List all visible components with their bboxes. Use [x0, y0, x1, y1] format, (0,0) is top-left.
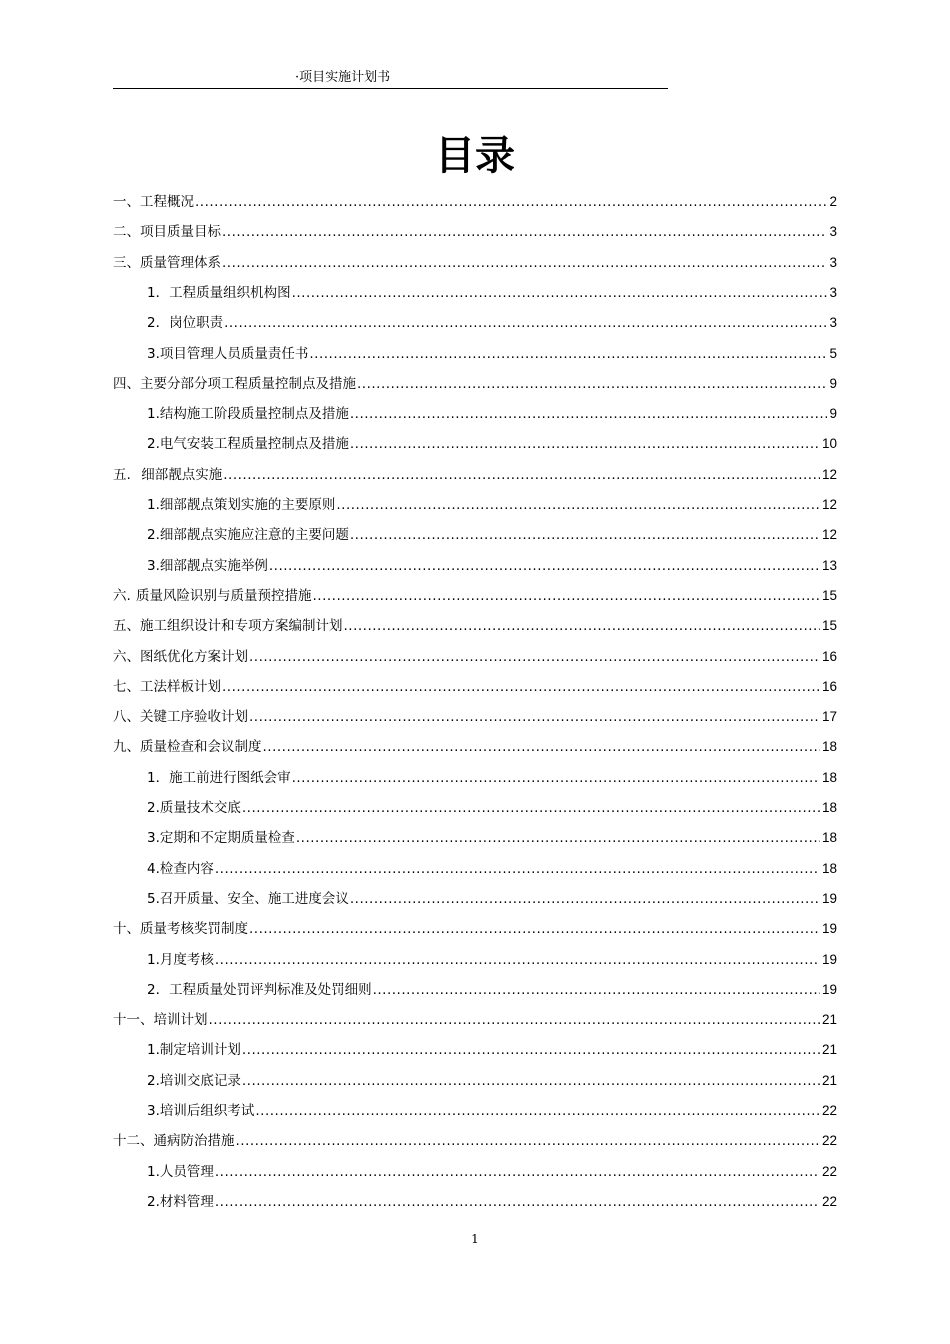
toc-entry[interactable]	[113, 1157, 837, 1187]
toc-entry-label: 工程概况	[140, 194, 194, 210]
toc-entry-number: 九、	[113, 739, 140, 756]
toc-entry-label: 3.项目管理人员质量责任书	[147, 345, 309, 362]
toc-entry[interactable]	[113, 187, 837, 217]
toc-entry-label: 1．工程质量组织机构图	[147, 284, 291, 301]
toc-entry-page: 3	[829, 254, 837, 270]
toc-dot-leader	[350, 884, 820, 914]
toc-dot-leader	[292, 763, 820, 793]
toc-entry-page: 10	[821, 436, 837, 452]
toc-entry-label: 1.细部靓点策划实施的主要原则	[147, 497, 336, 513]
toc-entry-page: 17	[821, 709, 837, 725]
toc-dot-leader	[242, 1035, 820, 1065]
toc-dot-leader	[350, 399, 828, 429]
toc-entry-label: 2.培训交底记录	[147, 1072, 241, 1089]
toc-dot-leader	[223, 460, 820, 490]
toc-dot-leader	[373, 975, 820, 1005]
toc-dot-leader	[236, 1126, 820, 1156]
toc-entry-label: 1.月度考核	[147, 951, 214, 968]
toc-dot-leader	[215, 945, 820, 975]
toc-entry-label: 2.质量技术交底	[147, 800, 241, 816]
toc-entry[interactable]	[113, 1096, 837, 1126]
toc-entry-number: 八、	[113, 709, 140, 726]
toc-entry-label: 4.检查内容	[147, 860, 214, 877]
toc-entry-page: 3	[829, 284, 837, 300]
toc-entry[interactable]	[113, 1066, 837, 1096]
toc-dot-leader	[249, 702, 820, 732]
toc-dot-leader	[215, 854, 820, 884]
toc-entry-page: 19	[821, 951, 837, 967]
toc-entry-number: 三、	[113, 254, 140, 271]
toc-entry[interactable]	[113, 460, 837, 490]
toc-entry-label: 3.定期和不定期质量检查	[147, 830, 295, 847]
toc-dot-leader	[255, 1096, 820, 1126]
toc-entry[interactable]	[113, 217, 837, 247]
toc-entry-number: 十、	[113, 921, 140, 938]
toc-dot-leader	[357, 369, 827, 399]
toc-entry-label: 2．工程质量处罚评判标准及处罚细则	[147, 981, 372, 998]
toc-entry-page: 15	[821, 587, 837, 603]
toc-entry-number: 一、	[113, 194, 140, 210]
toc-entry-page: 21	[821, 1042, 837, 1058]
toc-entry[interactable]	[113, 914, 837, 944]
toc-entry-label: 3.细部靓点实施举例	[147, 557, 268, 574]
toc-dot-leader	[292, 278, 828, 308]
toc-dot-leader	[336, 490, 820, 520]
toc-entry-page: 12	[821, 497, 837, 512]
toc-entry-label: 工法样板计划	[140, 678, 221, 695]
toc-entry[interactable]	[113, 1035, 837, 1065]
toc-entry-page: 15	[821, 618, 837, 634]
toc-dot-leader	[222, 217, 827, 247]
toc-entry[interactable]	[113, 884, 837, 914]
toc-entry-label: 2．岗位职责	[147, 315, 224, 332]
toc-entry[interactable]	[113, 339, 837, 369]
toc-entry[interactable]	[113, 429, 837, 459]
toc-entry-page: 5	[829, 345, 837, 361]
toc-entry-label: 图纸优化方案计划	[140, 648, 248, 665]
toc-entry-label: 3.培训后组织考试	[147, 1103, 255, 1119]
toc-entry[interactable]	[113, 975, 837, 1005]
toc-dot-leader	[344, 611, 820, 641]
toc-entry-page: 12	[821, 527, 837, 543]
toc-entry-page: 3	[829, 224, 837, 240]
toc-entry-number: 五.	[113, 466, 131, 483]
toc-entry-label: 2.细部靓点实施应注意的主要问题	[147, 527, 349, 544]
toc-dot-leader	[222, 248, 827, 278]
toc-entry[interactable]	[113, 854, 837, 884]
toc-dot-leader	[222, 672, 820, 702]
toc-dot-leader	[296, 823, 820, 853]
toc-entry[interactable]	[113, 490, 837, 520]
toc-entry-page: 18	[821, 830, 837, 846]
toc-entry-page: 22	[821, 1193, 837, 1209]
toc-entry-number: 十一、	[113, 1012, 154, 1029]
toc-dot-leader	[263, 732, 820, 762]
toc-dot-leader	[269, 551, 820, 581]
toc-entry[interactable]	[113, 1126, 837, 1156]
toc-dot-leader	[313, 581, 820, 611]
toc-entry-page: 19	[821, 981, 837, 997]
toc-entry-page: 3	[829, 315, 837, 331]
toc-entry-page: 21	[821, 1072, 837, 1088]
toc-entry-page: 18	[821, 739, 837, 755]
toc-dot-leader	[224, 308, 827, 338]
toc-title: 目录	[435, 133, 515, 179]
toc-entry-page: 21	[821, 1012, 837, 1028]
toc-entry-page: 9	[829, 406, 837, 422]
toc-entry[interactable]	[113, 520, 837, 550]
toc-dot-leader	[249, 914, 820, 944]
toc-entry-label: 主要分部分项工程质量控制点及措施	[140, 375, 356, 392]
toc-entry-label: 2.材料管理	[147, 1193, 214, 1210]
toc-entry[interactable]	[113, 1005, 837, 1035]
toc-entry-label: 质量管理体系	[140, 254, 221, 271]
toc-dot-leader	[249, 642, 820, 672]
toc-entry-number: 十二、	[113, 1133, 154, 1150]
toc-entry[interactable]	[113, 793, 837, 823]
toc-entry[interactable]	[113, 369, 837, 399]
toc-dot-leader	[209, 1005, 820, 1035]
toc-entry[interactable]	[113, 248, 837, 278]
toc-entry-number: 二、	[113, 224, 140, 241]
toc-entry-label: 1.结构施工阶段质量控制点及措施	[147, 406, 349, 423]
toc-entry-label: 质量考核奖罚制度	[140, 921, 248, 938]
toc-entry-page: 22	[821, 1163, 837, 1179]
toc-dot-leader	[215, 1187, 820, 1217]
header-title: ·项目实施计划书	[295, 70, 391, 85]
toc-entry-number: 六、	[113, 648, 140, 665]
toc-entry[interactable]	[113, 642, 837, 672]
toc-entry-page: 18	[821, 769, 837, 785]
toc-entry-page: 18	[821, 800, 837, 815]
toc-entry-label: 质量检查和会议制度	[140, 739, 262, 756]
toc-entry-label: 细部靓点实施	[141, 466, 223, 483]
toc-entry-page: 19	[821, 921, 837, 937]
toc-entry[interactable]	[113, 399, 837, 429]
toc-entry-label: 1．施工前进行图纸会审	[147, 769, 291, 786]
toc-entry[interactable]	[113, 1187, 837, 1217]
toc-entry-label: 关键工序验收计划	[140, 709, 248, 726]
toc-entry[interactable]	[113, 581, 837, 611]
page-header	[113, 64, 668, 89]
toc-dot-leader	[350, 520, 820, 550]
toc-dot-leader	[242, 793, 820, 823]
toc-dot-leader	[215, 1157, 820, 1187]
toc-entry-number: 六.	[113, 587, 131, 604]
toc-entry-label: 2.电气安装工程质量控制点及措施	[147, 436, 349, 453]
toc-entry-label: 1.人员管理	[147, 1163, 214, 1180]
toc-entry-label: 施工组织设计和专项方案编制计划	[140, 618, 343, 635]
toc-dot-leader	[242, 1066, 820, 1096]
toc-dot-leader	[195, 187, 827, 217]
toc-entry-label: 培训计划	[153, 1012, 208, 1029]
toc-entry[interactable]	[113, 945, 837, 975]
toc-entry-page: 22	[821, 1103, 837, 1118]
toc-entry-page: 2	[829, 194, 837, 209]
toc-entry-page: 22	[821, 1133, 837, 1149]
toc-entry[interactable]	[113, 308, 837, 338]
toc-entry-label: 质量风险识别与质量预控措施	[136, 587, 312, 604]
toc-entry-page: 19	[821, 890, 837, 906]
toc-entry-label: 项目质量目标	[140, 224, 221, 241]
page-number: 1	[471, 1232, 479, 1246]
toc-entry-label: 5.召开质量、安全、施工进度会议	[147, 890, 349, 907]
toc-entry-page: 16	[821, 648, 837, 664]
toc-entry-page: 13	[821, 557, 837, 573]
toc-entry[interactable]	[113, 823, 837, 853]
toc-entry-page: 18	[821, 860, 837, 876]
toc-dot-leader	[350, 429, 820, 459]
toc-dot-leader	[309, 339, 827, 369]
toc-entry-page: 9	[829, 375, 837, 391]
toc-entry-number: 七、	[113, 678, 140, 695]
toc-entry-number: 四、	[113, 375, 140, 392]
toc-entry[interactable]	[113, 702, 837, 732]
toc-entry[interactable]	[113, 672, 837, 702]
toc-entry-label: 1.制定培训计划	[147, 1042, 241, 1059]
toc-entry[interactable]	[113, 611, 837, 641]
toc-entry-number: 五、	[113, 618, 140, 635]
toc-entry[interactable]	[113, 278, 837, 308]
toc-entry-label: 通病防治措施	[153, 1133, 235, 1150]
toc-entry[interactable]	[113, 551, 837, 581]
toc-entry[interactable]	[113, 732, 837, 762]
toc-entry-page: 16	[821, 678, 837, 694]
toc-entry[interactable]	[113, 763, 837, 793]
toc-entry-page: 12	[821, 466, 837, 482]
